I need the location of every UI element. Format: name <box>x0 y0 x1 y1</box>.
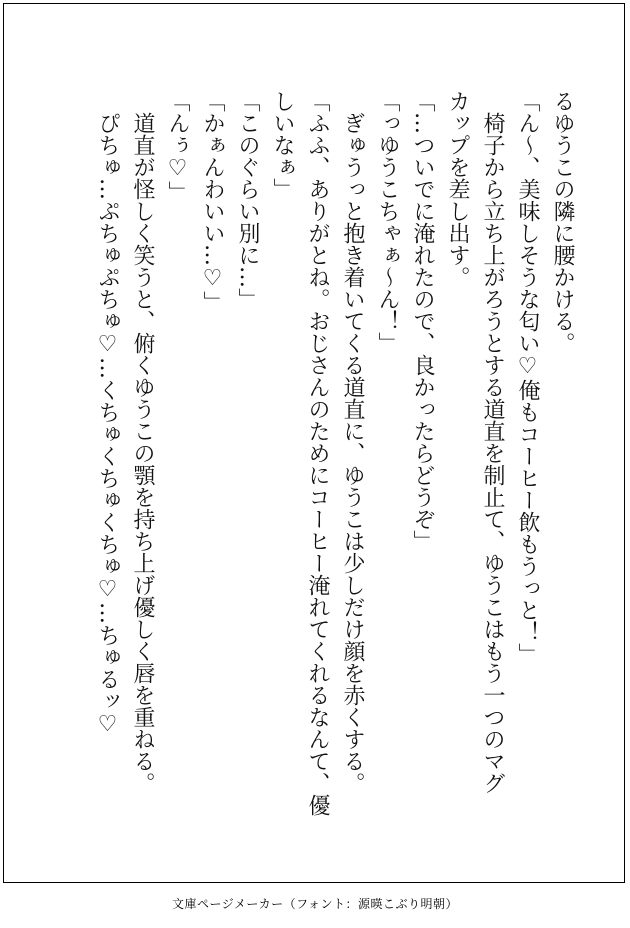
vertical-body-text <box>90 90 580 816</box>
text-line: カップを差し出す。 <box>445 90 470 288</box>
text-line: 道直が怪しく笑うと、俯くゆうこの顎を持ち上げ優しく唇を重ねる。 <box>130 90 155 794</box>
text-line: ぎゅうっと抱き着いてくる道直に、ゆうこは少しだけ顔を赤くする。 <box>340 90 365 794</box>
text-line: しいなぁ」 <box>270 90 295 200</box>
text-line: 「ん〜、美味しそうな匂い♡俺もコーヒー飲もうっと！」 <box>515 90 540 665</box>
text-line: 「かぁんわいい…♡」 <box>200 90 225 313</box>
text-line: 「っゆうこちゃぁ〜ん！」 <box>375 90 400 354</box>
text-line: 「ふふ、ありがとね。おじさんのためにコーヒー淹れてくれるなんて、優 <box>305 90 330 816</box>
footer-credit: 文庫ページメーカー（フォント：源暎こぶり明朝） <box>171 897 459 911</box>
text-line: 「このぐらい別に…」 <box>235 90 260 310</box>
page-frame <box>3 3 625 883</box>
text-line: るゆうこの隣に腰かける。 <box>550 90 575 354</box>
text-line: 「…ついでに淹れたので、良かったらどうぞ」 <box>410 90 435 552</box>
text-line: 「んぅ♡」 <box>165 90 190 203</box>
text-line: ぴちゅ…ぷちゅぷちゅ♡…くちゅくちゅくちゅ♡…ちゅるッ♡ <box>95 90 120 737</box>
text-line: 椅子から立ち上がろうとする道直を制止て、ゆうこはもう一つのマグ <box>480 90 505 794</box>
